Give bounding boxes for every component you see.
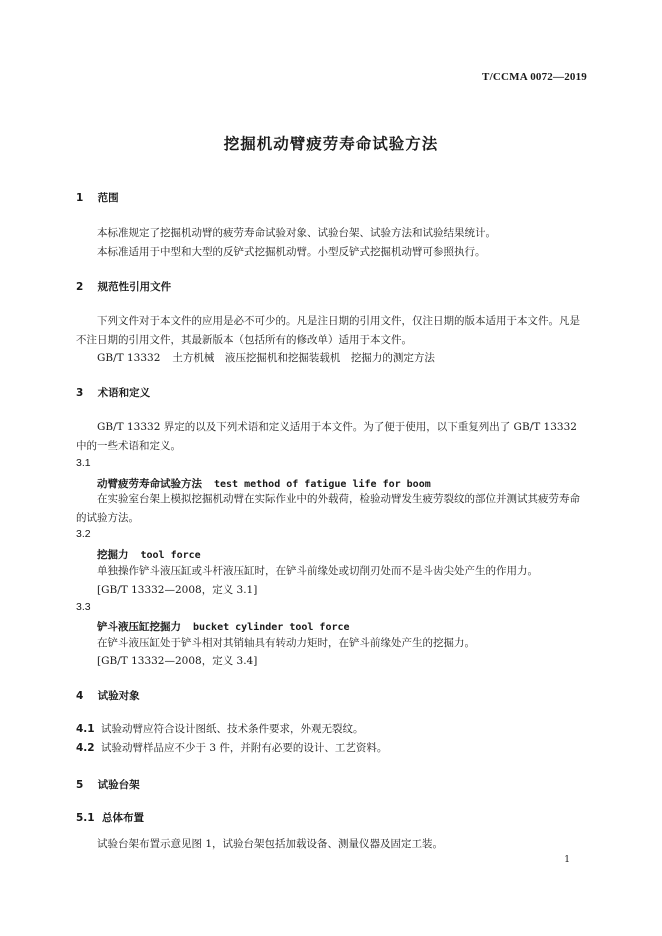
normative-reference bbox=[97, 350, 435, 365]
section-1-heading bbox=[76, 190, 119, 205]
clause-4-1 bbox=[76, 721, 364, 736]
clause-text: 试验动臂样品应不少于 3 件，并附有必要的设计、工艺资料。 bbox=[101, 742, 388, 754]
term-number: 3.3 bbox=[76, 601, 91, 613]
section-5-heading bbox=[76, 777, 140, 792]
section-title: 范围 bbox=[97, 192, 119, 204]
section-3-heading bbox=[76, 385, 150, 400]
section-number: 4 bbox=[76, 690, 84, 702]
term-definition: 在实验室台架上模拟挖掘机动臂在实际作业中的外载荷，检验动臂发生疲劳裂纹的部位并测试其疲劳寿命的试验方法。 bbox=[76, 493, 580, 524]
reference-code: GB/T 13332 bbox=[97, 352, 161, 364]
term-heading bbox=[97, 476, 431, 491]
clause-text: 试验动臂应符合设计图纸、技术条件要求，外观无裂纹。 bbox=[101, 723, 364, 735]
term-number: 3.2 bbox=[76, 528, 91, 540]
clause-number: 4.2 bbox=[76, 742, 95, 754]
section-number: 3 bbox=[76, 387, 84, 399]
term-en: bucket cylinder tool force bbox=[193, 622, 350, 633]
paragraph: 本标准规定了挖掘机动臂的疲劳寿命试验对象、试验台架、试验方法和试验结果统计。 bbox=[97, 227, 496, 239]
section-number: 1 bbox=[76, 192, 84, 204]
page-number: 1 bbox=[564, 855, 570, 865]
section-number: 5 bbox=[76, 779, 84, 791]
section-2-heading bbox=[76, 279, 171, 294]
term-source: [GB/T 13332—2008，定义 3.4] bbox=[97, 655, 258, 667]
section-title: 试验对象 bbox=[97, 690, 140, 702]
subsection-5-1-heading bbox=[76, 810, 144, 825]
term-definition: 单独操作铲斗液压缸或斗杆液压缸时，在铲斗前缘处或切削刃处而不是斗齿尖处产生的作用力。 bbox=[97, 565, 538, 577]
clause-number: 4.1 bbox=[76, 723, 95, 735]
clause-4-2 bbox=[76, 740, 387, 755]
term-definition: 在铲斗液压缸处于铲斗相对其销轴具有转动力矩时，在铲斗前缘处产生的挖掘力。 bbox=[97, 637, 475, 649]
term-zh: 挖掘力 bbox=[97, 549, 129, 561]
section-title: 试验台架 bbox=[97, 779, 140, 791]
section-number: 2 bbox=[76, 281, 84, 293]
paragraph: 试验台架布置示意见图 1，试验台架包括加载设备、测量仪器及固定工装。 bbox=[97, 838, 444, 850]
paragraph: GB/T 13332 界定的以及下列术语和定义适用于本文件。为了便于使用，以下重复列出了 GB/T 13332 中的一些术语和定义。 bbox=[76, 421, 577, 452]
term-heading bbox=[97, 547, 201, 562]
term-source: [GB/T 13332—2008，定义 3.1] bbox=[97, 584, 258, 596]
paragraph: 本标准适用于中型和大型的反铲式挖掘机动臂。小型反铲式挖掘机动臂可参照执行。 bbox=[97, 246, 486, 258]
paragraph: 下列文件对于本文件的应用是必不可少的。凡是注日期的引用文件，仅注日期的版本适用于本文件。凡是不注日期的引用文件，其最新版本（包括所有的修改单）适用于本文件。 bbox=[76, 315, 580, 346]
standard-code: T/CCMA 0072—2019 bbox=[482, 71, 587, 83]
subsection-number: 5.1 bbox=[76, 812, 95, 824]
reference-title: 土方机械 液压挖掘机和挖掘装载机 挖掘力的测定方法 bbox=[172, 352, 435, 364]
term-zh: 铲斗液压缸挖掘力 bbox=[97, 621, 181, 633]
subsection-title: 总体布置 bbox=[102, 812, 144, 824]
page-title: 挖掘机动臂疲劳寿命试验方法 bbox=[223, 135, 439, 153]
term-number: 3.1 bbox=[76, 457, 91, 469]
term-en: tool force bbox=[140, 550, 201, 561]
term-en: test method of fatigue life for boom bbox=[214, 479, 431, 490]
term-zh: 动臂疲劳寿命试验方法 bbox=[97, 478, 202, 490]
section-4-heading bbox=[76, 688, 140, 703]
section-title: 术语和定义 bbox=[97, 387, 151, 399]
term-heading bbox=[97, 619, 350, 634]
section-title: 规范性引用文件 bbox=[97, 281, 172, 293]
